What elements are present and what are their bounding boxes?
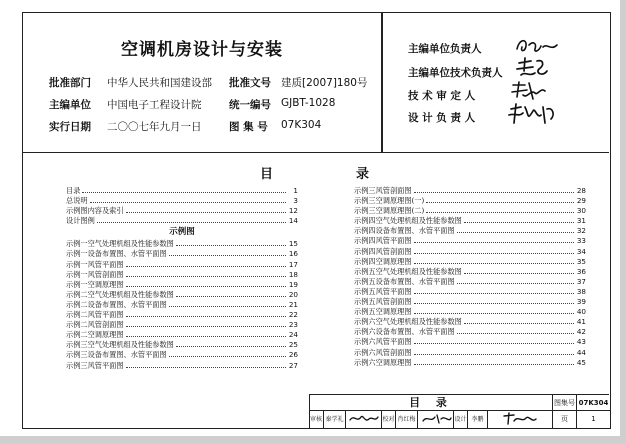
toc-leader-dots — [457, 278, 574, 284]
sheet-name: 目 录 — [409, 396, 453, 409]
atlas-no-label: 图集号 — [552, 395, 576, 411]
toc-leader-dots — [126, 362, 286, 368]
toc-item-title: 示例五设备布置图、水管平面图 — [354, 276, 455, 286]
toc-item-title: 示例三空调原理图(二) — [354, 206, 425, 216]
toc-item-title: 示例三风管平面图 — [66, 360, 124, 370]
checker-signature — [417, 411, 453, 428]
toc-item-title: 示例六风管剖面图 — [354, 347, 412, 357]
toc-leader-dots — [126, 321, 286, 327]
title-block — [309, 394, 609, 428]
toc-item-page: 16 — [288, 249, 298, 259]
toc-item-title: 目录 — [66, 186, 81, 195]
toc-item-page: 26 — [288, 350, 298, 360]
toc-item — [66, 320, 298, 330]
signature-1 — [513, 35, 561, 57]
toc-item-page: 17 — [288, 259, 298, 269]
toc-leader-dots — [414, 288, 574, 294]
toc-leader-dots — [126, 311, 286, 317]
toc-leader-dots — [176, 240, 286, 246]
toc-group-examples — [66, 239, 298, 370]
toc-item — [66, 249, 298, 259]
toc-item-page: 42 — [576, 327, 586, 337]
toc-item-title: 示例六设备布置图、水管平面图 — [354, 327, 455, 337]
toc-item-title: 总说明 — [66, 196, 88, 206]
toc-item-title: 示例四设备布置图、水管平面图 — [354, 226, 455, 236]
responsible-label: 主编单位负责人 — [408, 43, 482, 55]
toc-item — [354, 358, 586, 368]
toc-item-page: 36 — [576, 266, 586, 276]
toc-leader-dots — [426, 207, 574, 213]
toc-item-page: 38 — [576, 286, 586, 296]
signature-3 — [509, 79, 551, 103]
toc-leader-dots — [126, 207, 286, 213]
meta-value: GJBT-1028 — [281, 97, 336, 109]
toc-item-title: 示例三风管剖面图 — [354, 186, 412, 195]
toc-leader-dots — [169, 250, 286, 256]
checker-label: 校对 — [381, 411, 395, 428]
toc-item — [354, 277, 586, 287]
toc-column-right — [354, 186, 586, 368]
toc-leader-dots — [126, 331, 286, 337]
toc-item — [66, 300, 298, 310]
toc-leader-dots — [426, 197, 574, 203]
toc-leader-dots — [97, 217, 286, 223]
signature-2 — [513, 55, 551, 81]
toc-item-title: 示例四空调原理图 — [354, 256, 412, 266]
toc-item-page: 31 — [576, 216, 586, 226]
toc-item — [354, 287, 586, 297]
meta-value: 二〇〇七年九月一日 — [107, 121, 202, 133]
toc-item-page: 37 — [576, 276, 586, 286]
toc-item — [66, 340, 298, 350]
toc-item-title: 示例五空气处理机组及性能参数图 — [354, 266, 462, 276]
toc-group-general — [66, 186, 298, 226]
toc-column-left — [66, 186, 298, 371]
toc-item-page: 15 — [288, 239, 298, 249]
toc-item — [354, 236, 586, 246]
toc-item-title: 示例三空调原理图(一) — [354, 196, 425, 206]
meta-row-editor — [49, 97, 379, 115]
page-label: 页 — [552, 411, 576, 428]
toc-leader-dots — [414, 248, 574, 254]
toc-item-title: 示例一空调原理图 — [66, 279, 124, 289]
toc-item — [66, 330, 298, 340]
meta-value: 建质[2007]180号 — [281, 77, 368, 89]
toc-item — [354, 348, 586, 358]
toc-item-page: 14 — [288, 216, 298, 226]
toc-item-page: 1 — [293, 186, 298, 195]
toc-leader-dots — [176, 291, 286, 297]
toc-item-title: 示例六空调原理图 — [354, 357, 412, 367]
meta-value: 07K304 — [281, 119, 322, 131]
designer-name: 李鹏 — [467, 411, 487, 428]
toc-item — [66, 239, 298, 249]
toc-item — [66, 290, 298, 300]
toc-item-title: 示例一风管平面图 — [66, 259, 124, 269]
toc-item-page: 21 — [288, 299, 298, 309]
toc-item-page: 35 — [576, 256, 586, 266]
toc-item-page: 12 — [288, 206, 298, 216]
toc-leader-dots — [126, 271, 286, 277]
toc-leader-dots — [414, 349, 574, 355]
title-block-row-1 — [310, 395, 610, 411]
toc-item — [354, 297, 586, 307]
toc-item-page: 18 — [288, 269, 298, 279]
toc-item-title: 示例三设备布置图、水管平面图 — [66, 350, 167, 360]
toc-item-page: 39 — [576, 297, 586, 307]
toc-item-title: 示例六风管平面图 — [354, 337, 412, 347]
reviewer-name: 秦学礼 — [323, 411, 345, 428]
toc-item-title: 示例二风管平面图 — [66, 310, 124, 320]
toc-leader-dots — [464, 318, 574, 324]
page-number: 1 — [576, 411, 610, 428]
toc-item-page: 34 — [576, 246, 586, 256]
meta-value: 中国电子工程设计院 — [107, 99, 202, 111]
toc-item-page: 23 — [288, 320, 298, 330]
toc-leader-dots — [457, 227, 574, 233]
toc-item-title: 设计图例 — [66, 216, 95, 226]
toc-item-title: 示例五风管剖面图 — [354, 297, 412, 307]
toc-item — [354, 327, 586, 337]
toc-leader-dots — [414, 187, 574, 193]
toc-item-title: 示例四空气处理机组及性能参数图 — [354, 216, 462, 226]
toc-leader-dots — [82, 187, 286, 193]
toc-item-title: 示例二空气处理机组及性能参数图 — [66, 289, 174, 299]
toc-item-page: 19 — [288, 279, 298, 289]
toc-leader-dots — [414, 308, 574, 314]
toc-item-title: 示例四风管剖面图 — [354, 246, 412, 256]
toc-leader-dots — [414, 338, 574, 344]
meta-label: 实行日期 — [49, 121, 91, 133]
toc-item — [354, 307, 586, 317]
toc-item — [354, 196, 586, 206]
designer-signature — [487, 411, 552, 428]
toc-item-page: 30 — [576, 206, 586, 216]
toc-item-title: 示例图内容及索引 — [66, 206, 124, 216]
responsible-label: 设 计 负 责 人 — [408, 112, 476, 124]
toc-item-page: 29 — [576, 196, 586, 206]
atlas-title: 空调机房设计与安装 — [121, 40, 283, 60]
toc-item-page: 45 — [576, 357, 586, 367]
meta-row-date — [49, 119, 379, 137]
atlas-no-value: 07K304 — [576, 395, 610, 411]
toc-leader-dots — [414, 359, 574, 365]
toc-item — [66, 216, 298, 226]
toc-item-page: 24 — [288, 330, 298, 340]
toc-item-page: 28 — [576, 186, 586, 195]
toc-item-title: 示例一风管剖面图 — [66, 269, 124, 279]
toc-item — [66, 310, 298, 320]
toc-item — [66, 186, 298, 196]
toc-item-page: 3 — [293, 196, 298, 206]
meta-label: 图 集 号 — [229, 121, 268, 133]
header-divider — [381, 13, 383, 153]
toc-item-page: 41 — [576, 317, 586, 327]
meta-row-approval — [49, 75, 379, 93]
toc-item-title: 示例二风管剖面图 — [66, 320, 124, 330]
toc-leader-dots — [414, 237, 574, 243]
toc-leader-dots — [126, 261, 286, 267]
toc-item-page: 22 — [288, 310, 298, 320]
meta-value: 中华人民共和国建设部 — [107, 77, 212, 89]
responsible-label: 主编单位技术负责人 — [408, 67, 503, 79]
toc-item — [66, 260, 298, 270]
toc-item — [66, 361, 298, 371]
cover-header — [23, 13, 609, 153]
toc-section-heading: 示例图 — [169, 227, 195, 238]
toc-leader-dots — [414, 298, 574, 304]
toc-item-page: 33 — [576, 236, 586, 246]
toc-leader-dots — [169, 301, 286, 307]
toc-item-title: 示例三空气处理机组及性能参数图 — [66, 340, 174, 350]
toc-item — [354, 206, 586, 216]
toc-item-page: 40 — [576, 307, 586, 317]
toc-item — [354, 337, 586, 347]
toc-item — [354, 267, 586, 277]
toc-item-page: 20 — [288, 289, 298, 299]
page-shadow-right — [620, 0, 626, 444]
page-shadow-bottom — [0, 436, 626, 444]
toc-item-title: 示例五空调原理图 — [354, 307, 412, 317]
designer-label: 设计 — [453, 411, 467, 428]
toc-leader-dots — [414, 258, 574, 264]
meta-label: 批准部门 — [49, 77, 91, 89]
toc-leader-dots — [176, 341, 286, 347]
drawing-sheet — [22, 12, 611, 429]
meta-label: 统一编号 — [229, 99, 271, 111]
toc-leader-dots — [126, 281, 286, 287]
toc-item — [354, 247, 586, 257]
toc-item-page: 25 — [288, 340, 298, 350]
checker-name: 肖红梅 — [395, 411, 417, 428]
toc-item-title: 示例四风管平面图 — [354, 236, 412, 246]
toc-item — [66, 350, 298, 360]
toc-leader-dots — [90, 197, 286, 203]
toc-item-title: 示例五风管平面图 — [354, 286, 412, 296]
reviewer-signature — [345, 411, 381, 428]
meta-label: 主编单位 — [49, 99, 91, 111]
toc-item-title: 示例一设备布置图、水管平面图 — [66, 249, 167, 259]
title-block-row-2 — [310, 411, 610, 428]
toc-leader-dots — [464, 217, 574, 223]
toc-item — [354, 317, 586, 327]
toc-item — [354, 257, 586, 267]
toc-title-right: 录 — [356, 167, 370, 182]
toc-item — [66, 206, 298, 216]
toc-item-title: 示例二设备布置图、水管平面图 — [66, 299, 167, 309]
meta-label: 批准文号 — [229, 77, 271, 89]
toc-item — [354, 186, 586, 196]
reviewer-label: 审核 — [309, 416, 322, 423]
toc-item — [66, 280, 298, 290]
toc-title-left: 目 — [260, 167, 274, 182]
toc-item — [66, 270, 298, 280]
toc-leader-dots — [457, 328, 574, 334]
toc-leader-dots — [169, 351, 286, 357]
signature-4 — [507, 101, 559, 127]
toc-leader-dots — [464, 268, 574, 274]
toc-item-page: 27 — [288, 360, 298, 370]
toc-item — [354, 216, 586, 226]
toc-item-title: 示例一空气处理机组及性能参数图 — [66, 239, 174, 249]
toc-item — [66, 196, 298, 206]
toc-item-title: 示例六空气处理机组及性能参数图 — [354, 317, 462, 327]
toc-item-page: 43 — [576, 337, 586, 347]
toc-item-page: 44 — [576, 347, 586, 357]
toc-item-title: 示例二空调原理图 — [66, 330, 124, 340]
toc-item — [354, 226, 586, 236]
responsible-label: 技 术 审 定 人 — [408, 90, 476, 102]
toc-item-page: 32 — [576, 226, 586, 236]
toc-group-examples-cont — [354, 186, 586, 368]
